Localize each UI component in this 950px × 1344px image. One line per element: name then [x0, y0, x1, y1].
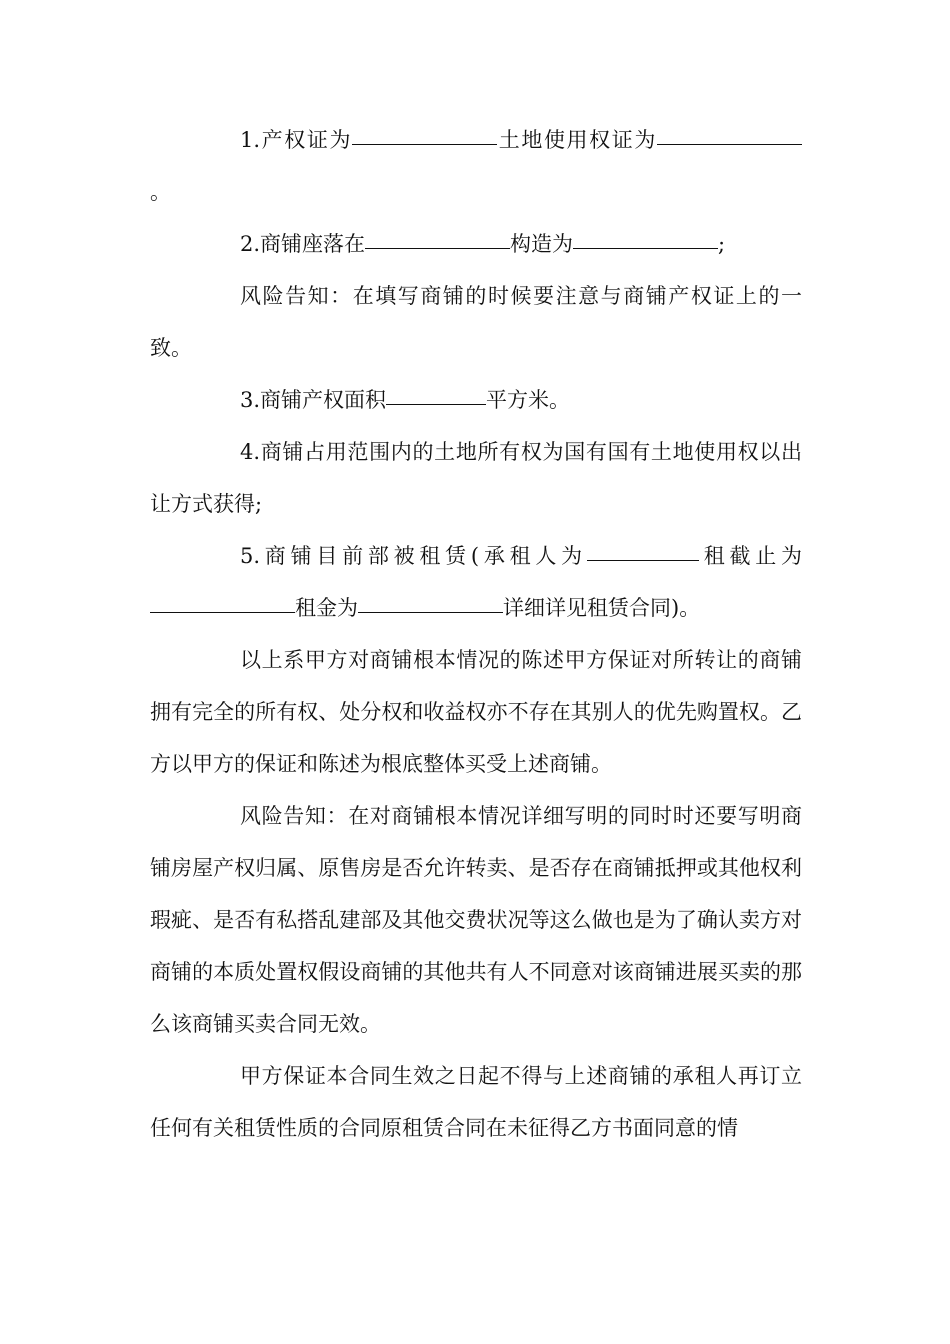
clause-text: 租截止为	[698, 544, 802, 568]
clause-warranty: 以上系甲方对商铺根本情况的陈述甲方保证对所转让的商铺拥有完全的所有权、处分权和收益权亦不存在其别人的优先购置权。乙方以甲方的保证和陈述为根底整体买受上述商铺。	[150, 648, 802, 776]
clause-land-ownership: 4.商铺占用范围内的土地所有权为国有国有土地使用权以出让方式获得;	[150, 440, 802, 516]
clause-property-certificate	[150, 114, 802, 218]
clause-text: 详细详见租赁合同)。	[503, 596, 701, 620]
property-certificate-blank[interactable]	[352, 122, 497, 145]
clause-text: 构造为	[510, 232, 574, 256]
clause-area	[150, 374, 802, 426]
risk-notice-2: 风险告知：在对商铺根本情况详细写明的同时时还要写明商铺房屋产权归属、原售房是否允许转卖、是否存在商铺抵押或其他权利瑕疵、是否有私搭乱建部及其他交费状况等这么做也是为了确认卖方对商铺的本质处置权假设商铺的其他共有人不同意对该商铺进展买卖的那么该商铺买卖合同无效。	[150, 804, 802, 1036]
clause-shop-location	[150, 218, 802, 270]
clause-text: 。	[150, 180, 171, 204]
clause-text: 土地使用权证为	[497, 128, 658, 152]
clause-text: 2.商铺座落在	[240, 232, 366, 256]
clause-text: 3.商铺产权面积	[240, 388, 387, 412]
clause-text: 平方米。	[486, 388, 571, 412]
clause-text: 5.商铺目前部被租赁(承租人为	[240, 544, 587, 568]
clause-lease	[150, 530, 802, 634]
clause-no-new-lease: 甲方保证本合同生效之日起不得与上述商铺的承租人再订立任何有关租赁性质的合同原租赁合同在未征得乙方书面同意的情	[150, 1064, 802, 1140]
land-use-certificate-blank[interactable]	[657, 122, 802, 145]
clause-text: 1.产权证为	[240, 128, 353, 152]
rent-blank[interactable]	[358, 590, 503, 613]
clause-text: ;	[718, 232, 726, 256]
lease-end-blank[interactable]	[150, 590, 295, 613]
risk-notice-1: 风险告知：在填写商铺的时候要注意与商铺产权证上的一致。	[150, 284, 802, 360]
shop-location-blank[interactable]	[365, 226, 510, 249]
document-body	[150, 114, 802, 1154]
clause-text: 租金为	[295, 596, 358, 620]
lessee-blank[interactable]	[587, 538, 699, 561]
area-blank[interactable]	[386, 382, 486, 405]
construction-blank[interactable]	[573, 226, 718, 249]
